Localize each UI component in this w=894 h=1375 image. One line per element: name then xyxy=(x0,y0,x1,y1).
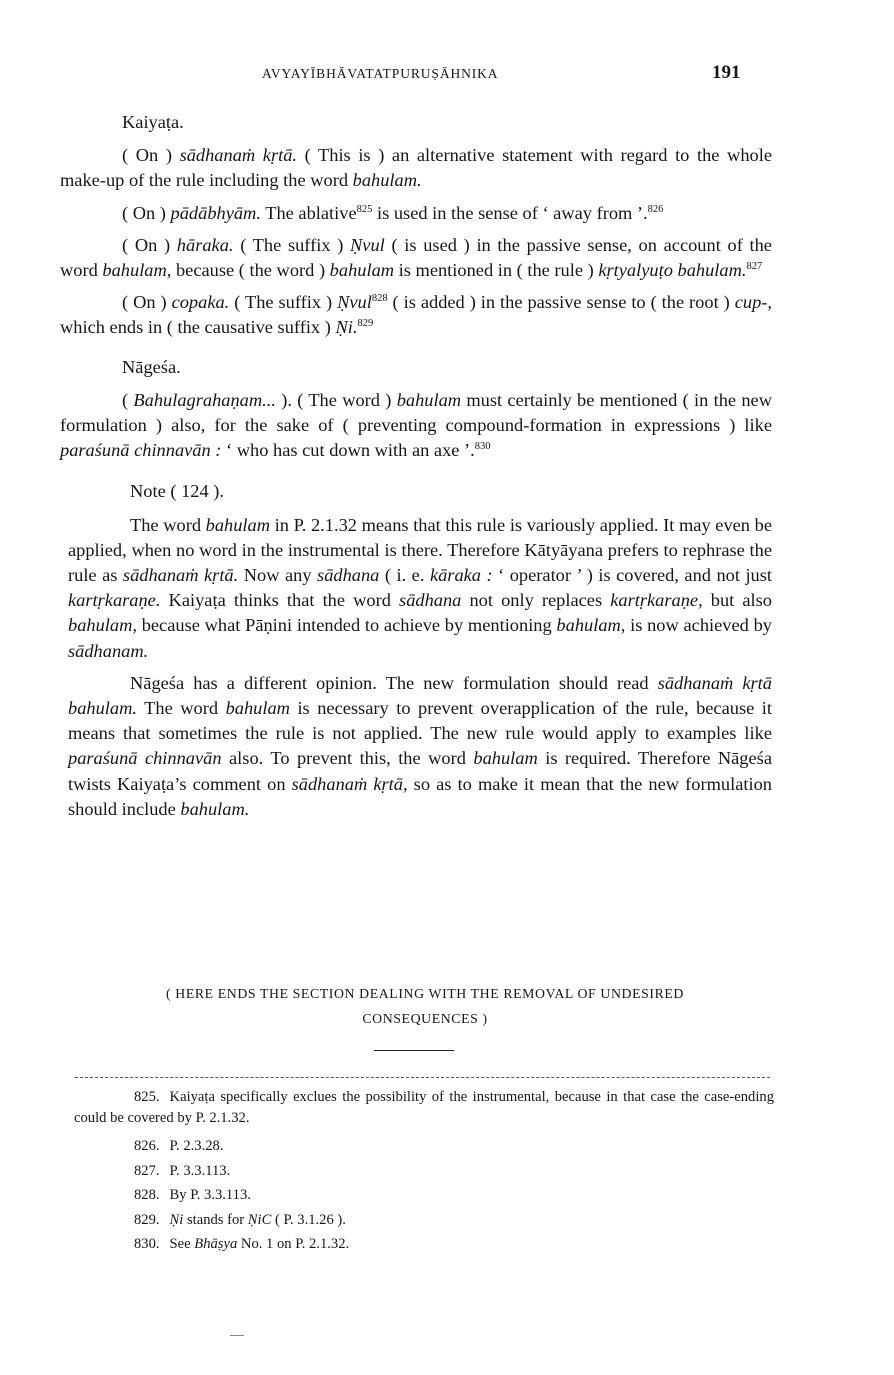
kaiyata-paragraph-1: ( On ) sādhanaṁ kṛtā. ( This is ) an alternative statement with regard to the whole make-up of the rule including the word bahulam. xyxy=(60,145,772,191)
nagesa-heading: Nāgeśa. xyxy=(122,356,181,377)
footnotes xyxy=(74,1087,774,1257)
footnote-ref-830: 830 xyxy=(474,441,491,453)
footnote-ref-826: 826 xyxy=(647,203,664,215)
footnote-ref-825: 825 xyxy=(356,203,373,215)
note-paragraph-2: Nāgeśa has a different opinion. The new formulation should read sādhanaṁ kṛtā bahulam. The word bahulam is necessary to prevent overapplication of the rule, because it means that sometimes the rule is not applied. The new rule would apply to examples like paraśunā chinnavān also. To prevent this, the word bahulam is required. Therefore Nāgeśa twists Kaiyaṭa’s comment on sādhanaṁ kṛtā, so as to make it mean that the new formulation should include bahulam. xyxy=(68,672,772,819)
section-end-line-1: ( HERE ENDS THE SECTION DEALING WITH THE REMOVAL OF UNDESIRED xyxy=(166,986,684,1001)
main-text xyxy=(60,110,772,829)
page-number: 191 xyxy=(712,62,741,83)
footnote-830: 830. See Bhāṣya No. 1 on P. 2.1.32. xyxy=(134,1236,350,1252)
footnote-separator xyxy=(75,1077,770,1078)
kaiyata-heading: Kaiyaṭa. xyxy=(122,112,184,132)
page-header xyxy=(0,62,894,84)
kaiyata-paragraph-4: ( On ) copaka. ( The suffix ) Ṇvul$^{828}$ ( is added ) in the passive sense to ( the root ) cup-, which ends in ( the causative suffix ) Ṇi.$^{829}$ xyxy=(60,292,772,338)
footnote-827: 827. P. 3.3.113. xyxy=(134,1162,231,1179)
note-paragraph-1: The word bahulam in P. 2.1.32 means that this rule is variously applied. It may even be applied, when no word in the instrumental is there. Therefore Kātyāyana prefers to rephrase the rule as sādhanaṁ kṛtā. Now any sādhana ( i. e. kāraka : ‘ operator ’ ) is covered, and not just kartṛkaraṇe. Kaiyaṭa thinks that the word sādhana not only replaces kartṛkaraṇe, but also bahulam, because what Pāṇini intended to achieve by mentioning bahulam, is now achieved by sādhanam. xyxy=(68,514,773,661)
kaiyata-paragraph-3: ( On ) hāraka. ( The suffix ) Ṇvul ( is used ) in the passive sense, on account of the word bahulam, because ( the word ) bahulam is mentioned in ( the rule ) kṛtyalyuṭo bahulam.$^{827}$ xyxy=(60,234,772,281)
footnote-826: 826. P. 2.3.28. xyxy=(134,1138,224,1154)
footnote-828: 828. By P. 3.3.113. xyxy=(134,1187,251,1203)
footnote-829: 829. Ṇi stands for ṆiC ( P. 3.1.26 ). xyxy=(134,1211,346,1228)
footnote-825: 825. Kaiyaṭa specifically exclues the possibility of the instrumental, because in that case the case-ending could be covered by P. 2.1.32. xyxy=(74,1089,774,1126)
note-heading: Note ( 124 ). xyxy=(130,481,224,502)
section-end-line-2: CONSEQUENCES ) xyxy=(362,1011,488,1026)
note-section xyxy=(60,479,772,822)
footnote-ref-828: 828 xyxy=(371,293,388,305)
section-end-notice xyxy=(100,981,750,1031)
kaiyata-paragraph-2: ( On ) pādābhyām. The ablative$^{825}$ is used in the sense of ‘ away from ’.$^{826}$ xyxy=(122,202,664,223)
footnote-ref-829: 829 xyxy=(357,318,374,330)
bottom-printer-mark xyxy=(230,1335,244,1336)
running-title: AVYAYĪBHĀVATATPURUṢĀHNIKA xyxy=(262,66,499,81)
section-end-rule xyxy=(374,1050,454,1051)
nagesa-paragraph: ( Bahulagrahaṇam... ). ( The word ) bahulam must certainly be mentioned ( in the new formulation ) also, for the sake of ( preventing compound-formation in expressions ) like paraśunā chinnavān : ‘ who has cut down with an axe ’.$^{830}$ xyxy=(60,389,772,461)
footnote-ref-827: 827 xyxy=(746,261,763,273)
